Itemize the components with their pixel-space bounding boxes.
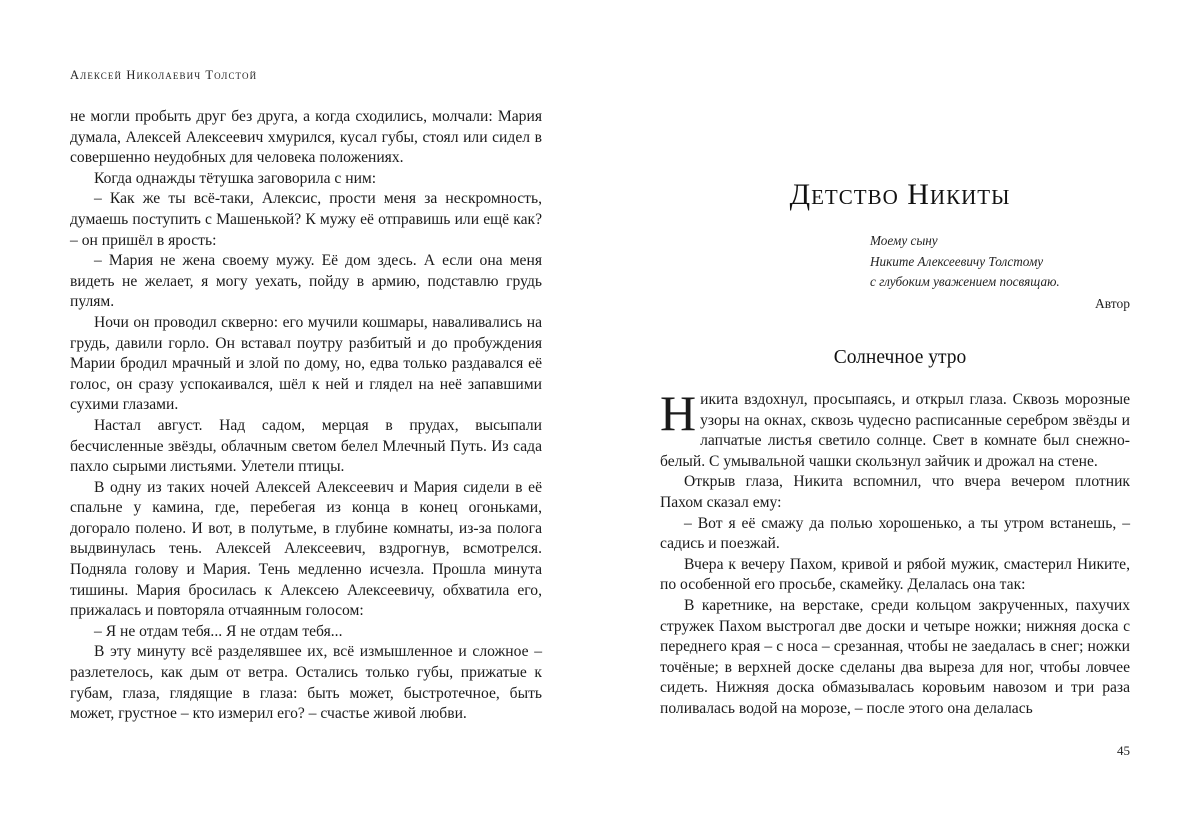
dedication-line: с глубоким уважением посвящаю. bbox=[870, 274, 1060, 289]
opening-paragraph-text: икита вздохнул, просыпаясь, и открыл глаза. Сквозь морозные узоры на окнах, сквозь чудесно расписанные серебром звёзды и лапчатые листья светило солнце. Свет в комнате был снежно-белый. С умывальной чашки скользнул зайчик и дрожал на стене. bbox=[660, 391, 1130, 470]
paragraph: В одну из таких ночей Алексей Алексеевич и Мария сидели в её спальне у камина, где, перебегая из конца в конец огоньками, догорало полено. И вот, в полутьме, в глубине комнаты, из-за полога выдвинулась тень. Алексей Алексеевич, вздрогнув, всмотрелся. Подняла голову и Мария. Тень медленно исчезла. Прошла минута тишины. Мария бросилась к Алексею Алексеевичу, обхватила его, прижалась и повторяла отчаянным голосом: bbox=[70, 478, 542, 620]
paragraph: – Как же ты всё-таки, Алексис, прости меня за нескромность, думаешь поступить с Машенькой? К мужу её отправишь или ещё как? – он пришёл в ярость: bbox=[70, 190, 542, 249]
dedication-line: Моему сыну bbox=[870, 233, 938, 248]
chapter-title: Солнечное утро bbox=[833, 347, 967, 368]
book-title: Детство Никиты bbox=[789, 178, 1011, 211]
dedication-line: Никите Алексеевичу Толстому bbox=[870, 253, 1044, 269]
right-page-text bbox=[660, 385, 1130, 720]
running-head: Алексей Николаевич Толстой bbox=[70, 68, 258, 82]
paragraph: – Я не отдам тебя... Я не отдам тебя... bbox=[94, 622, 343, 640]
paragraph: Ночи он проводил скверно: его мучили кошмары, наваливались на грудь, давили горло. Он вставал поутру разбитый и до пробуждения Марии бродил мрачный и злой по дому, но, едва только раздавался её голос, он сразу успокаивался, шёл к ней и глядел на неё запавшими сухими глазами. bbox=[70, 313, 542, 414]
paragraph: Вчера к вечеру Пахом, кривой и рябой мужик, смастерил Никите, по особенной его просьбе, скамейку. Делалась она так: bbox=[660, 555, 1130, 594]
drop-cap: Н bbox=[660, 385, 697, 441]
paragraph: Когда однажды тётушка заговорила с ним: bbox=[94, 169, 377, 187]
paragraph: – Мария не жена своему мужу. Её дом здесь. А если она меня видеть не желает, я могу уехать, пойду в армию, подставлю грудь пулям. bbox=[70, 252, 542, 311]
paragraph: Настал август. Над садом, мерцая в прудах, высыпали бесчисленные звёзды, облачным светом белел Млечный Путь. Из сада пахло сырыми листьями. Улетели птицы. bbox=[70, 416, 542, 476]
paragraph: В эту минуту всё разделявшее их, всё измышленное и сложное – разлетелось, как дым от ветра. Остались только губы, прижатые к губам, глаза, глядящие в глаза: быть может, быстротечное, быть может, грустное – кто измерил его? – счастье живой любви. bbox=[70, 643, 542, 723]
paragraph: Открыв глаза, Никита вспомнил, что вчера вечером плотник Пахом сказал ему: bbox=[660, 473, 1130, 511]
right-page bbox=[600, 0, 1200, 822]
paragraph: В каретнике, на верстаке, среди кольцом закрученных, пахучих стружек Пахом выстрогал две доски и четыре ножки; нижняя доска с переднего края – с носа – срезанная, чтобы не заедалась в снег; ножки точёные; в верхней доске сделаны два выреза для ног, чтобы ловчее сидеть. Нижняя доска обмазывалась коровьим навозом и три раза поливалась водой на морозе, – после этого она делалась bbox=[660, 596, 1130, 717]
dedication bbox=[870, 231, 1130, 314]
opening-paragraph bbox=[660, 385, 1130, 472]
paragraph: – Вот я её смажу да полью хорошенько, а ты утром встанешь, – садись и поезжай. bbox=[660, 514, 1130, 553]
page-number: 45 bbox=[1117, 743, 1130, 758]
left-page-text bbox=[70, 107, 542, 725]
dedication-author: Автор bbox=[1094, 295, 1130, 311]
paragraph: не могли пробыть друг без друга, а когда сходились, молчали: Мария думала, Алексей Алексеевич хмурился, кусал губы, стоял или сидел в совершенно неудобных для человека положениях. bbox=[70, 108, 542, 167]
